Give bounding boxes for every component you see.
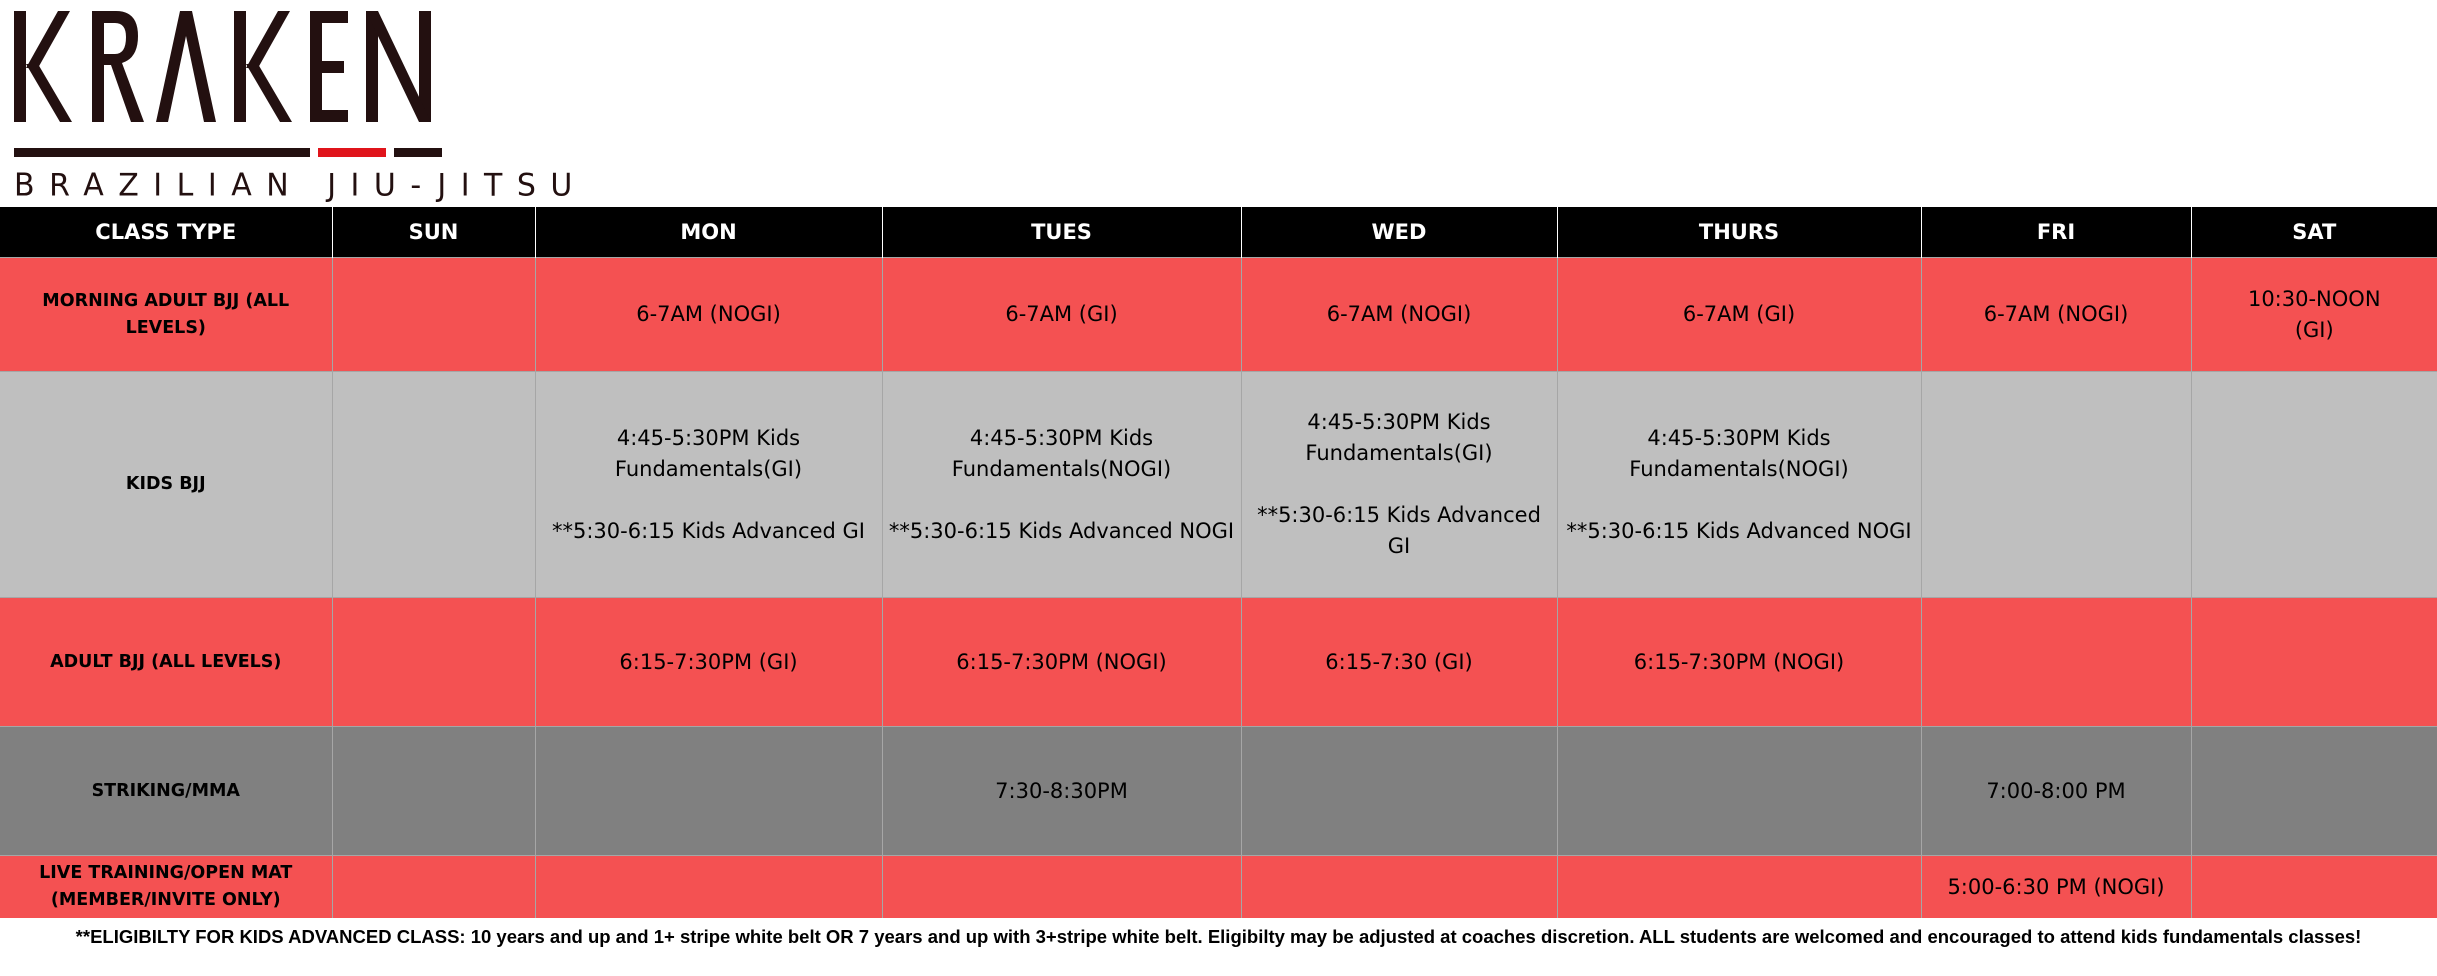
schedule-cell-mon (535, 372, 882, 598)
schedule-cell-mon (535, 856, 882, 919)
class-type-label-line: MORNING ADULT BJJ (ALL LEVELS) (42, 290, 290, 338)
schedule-row-adult-bjj (0, 598, 2437, 727)
schedule-cell-mon (535, 598, 882, 727)
schedule-cell-fri (1921, 372, 2191, 598)
schedule-row-striking-mma (0, 727, 2437, 856)
schedule-cell-thurs (1557, 372, 1921, 598)
logo-tagline: BRAZILIAN JIU-JITSU (14, 167, 587, 204)
class-time-text: 4:45-5:30PM Kids (1647, 425, 1831, 450)
schedule-cell-thurs (1557, 258, 1921, 372)
class-time-text: 4:45-5:30PM Kids (1307, 410, 1491, 434)
schedule-cell-fri (1921, 856, 2191, 919)
class-time-text: 6-7AM (GI) (1005, 302, 1118, 326)
schedule-cell-wed (1241, 372, 1557, 598)
schedule-cell-sat (2191, 856, 2437, 919)
header-wed: WED (1241, 207, 1557, 258)
schedule-cell-wed (1241, 856, 1557, 919)
schedule-cell-fri (1921, 727, 2191, 856)
schedule-cell-sun (332, 856, 535, 919)
schedule-cell-sat (2191, 258, 2437, 372)
schedule-cell-tues (882, 258, 1241, 372)
eligibility-note: **ELIGIBILTY FOR KIDS ADVANCED CLASS: 10 years and up and 1+ stripe white belt OR 7 years and up with 3+stripe white belt. Eligibilty may be adjusted at coaches discretion. ALL students are welcomed and encouraged to attend kids fundamentals classes! (75, 926, 2362, 947)
class-time-text: 5:00-6:30 PM (NOGI) (1947, 874, 2165, 899)
schedule-cell-wed (1241, 727, 1557, 856)
header-tues: TUES (882, 207, 1241, 258)
class-time-text: **5:30-6:15 Kids Advanced NOGI (888, 518, 1235, 543)
logo-bar-right (394, 148, 442, 157)
class-time-text: 4:45-5:30PM Kids (616, 425, 801, 450)
class-type-label-line: ADULT BJJ (ALL LEVELS) (50, 651, 282, 672)
schedule-cell-sun (332, 598, 535, 727)
class-time-text: **5:30-6:15 Kids Advanced NOGI (1566, 518, 1912, 543)
schedule-row-morning-adult-bjj (0, 258, 2437, 372)
class-time-text: Fundamentals(NOGI) (1629, 456, 1849, 481)
class-time-text: Fundamentals(GI) (1305, 441, 1493, 465)
schedule-cell-thurs (1557, 727, 1921, 856)
header-row (0, 207, 2437, 258)
schedule-cell-thurs (1557, 598, 1921, 727)
cell-spacer (1248, 469, 1551, 500)
schedule-cell-tues (882, 598, 1241, 727)
class-type-label (0, 856, 332, 919)
class-time-text: 10:30-NOON (2247, 286, 2381, 311)
class-time-text: 6:15-7:30PM (NOGI) (956, 649, 1167, 674)
class-type-label-line: LIVE TRAINING/OPEN MAT (39, 863, 293, 883)
class-time-text: 6:15-7:30PM (GI) (619, 649, 798, 674)
class-type-label (0, 727, 332, 856)
class-type-label (0, 372, 332, 598)
class-time-text: 7:00-8:00 PM (1986, 778, 2126, 803)
class-time-text: (GI) (2294, 317, 2334, 342)
header-thurs: THURS (1557, 207, 1921, 258)
class-type-label-line: KIDS BJJ (125, 474, 206, 494)
class-time-text: 6-7AM (NOGI) (1326, 302, 1472, 326)
cell-spacer (889, 485, 1235, 516)
class-time-text: 7:30-8:30PM (995, 778, 1128, 803)
logo-bar-left (14, 148, 310, 157)
schedule-cell-mon (535, 258, 882, 372)
schedule-cell-wed (1241, 258, 1557, 372)
class-time-text: **5:30-6:15 Kids Advanced GI (552, 518, 865, 543)
header-mon: MON (535, 207, 882, 258)
schedule-cell-sat (2191, 372, 2437, 598)
class-time-text: 6-7AM (NOGI) (1983, 302, 2129, 326)
header-sat: SAT (2191, 207, 2437, 258)
logo-bar-accent (318, 148, 386, 157)
schedule-cell-tues (882, 727, 1241, 856)
class-time-text: Fundamentals(NOGI) (951, 456, 1172, 481)
class-type-label-line: (MEMBER/INVITE ONLY) (50, 890, 281, 910)
schedule-cell-mon (535, 727, 882, 856)
schedule-cell-fri (1921, 598, 2191, 727)
class-type-label-line: STRIKING/MMA (91, 780, 240, 801)
schedule-cell-tues (882, 372, 1241, 598)
header-sun: SUN (332, 207, 535, 258)
schedule-cell-tues (882, 856, 1241, 919)
schedule-row-live-training-open-mat (0, 856, 2437, 919)
class-time-text: 4:45-5:30PM Kids (969, 425, 1154, 450)
class-time-text: 6:15-7:30PM (NOGI) (1633, 649, 1845, 674)
class-time-text: 6-7AM (GI) (1682, 302, 1796, 326)
schedule-cell-sun (332, 258, 535, 372)
kraken-logo (14, 6, 587, 204)
cell-spacer (1564, 485, 1915, 516)
class-type-label (0, 598, 332, 727)
schedule-cell-sun (332, 727, 535, 856)
kraken-wordmark (14, 6, 434, 126)
schedule-cell-thurs (1557, 856, 1921, 919)
class-schedule-table (0, 207, 2437, 918)
class-time-text: 6:15-7:30 (GI) (1325, 649, 1473, 674)
schedule-cell-sun (332, 372, 535, 598)
schedule-row-kids-bjj (0, 372, 2437, 598)
header-fri: FRI (1921, 207, 2191, 258)
schedule-cell-fri (1921, 258, 2191, 372)
class-type-label (0, 258, 332, 372)
header-class-type: CLASS TYPE (0, 207, 332, 258)
schedule-cell-sat (2191, 598, 2437, 727)
cell-spacer (542, 485, 876, 516)
schedule-cell-sat (2191, 727, 2437, 856)
class-time-text: **5:30-6:15 Kids Advanced GI (1257, 503, 1541, 558)
class-time-text: 6-7AM (NOGI) (636, 302, 781, 326)
class-time-text: Fundamentals(GI) (614, 456, 803, 481)
schedule-cell-wed (1241, 598, 1557, 727)
